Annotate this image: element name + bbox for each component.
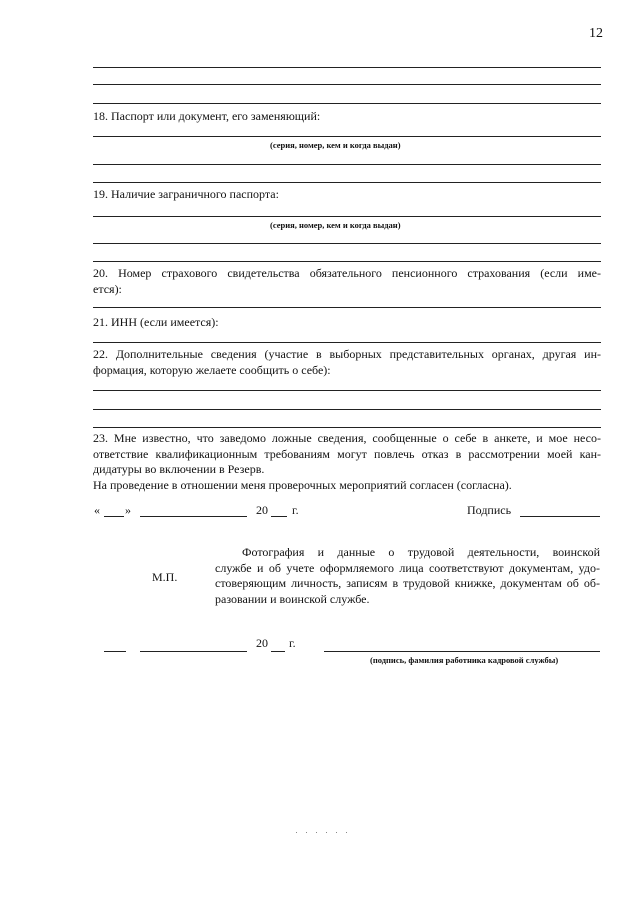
blank-line[interactable] [93, 427, 601, 428]
item-19-hint: (серия, номер, кем и когда выдан) [270, 220, 401, 230]
month-input-line[interactable] [140, 516, 247, 517]
scan-speck [346, 832, 347, 833]
item-20-line: ется): [93, 281, 122, 296]
year-input-line[interactable] [271, 516, 287, 517]
year-prefix: 20 [256, 636, 268, 650]
year-suffix: г. [292, 503, 299, 517]
item-23-line: На проведение в отношении меня проверочных мероприятий согласен (согласна). [93, 477, 512, 492]
stamp-line: Фотография и данные о трудовой деятельности, воинской [242, 545, 600, 559]
year-prefix: 20 [256, 503, 268, 517]
passport-input-line[interactable] [93, 136, 601, 137]
item-20-line: 20. Номер страхового свидетельства обязательного пенсионного страхования (если име- [93, 266, 601, 280]
hr-signature-input-line[interactable] [324, 651, 600, 652]
inn-input-line[interactable] [93, 342, 601, 343]
scan-speck [316, 832, 317, 833]
scan-speck [326, 832, 327, 833]
item-20-text [93, 266, 601, 297]
item-23-line: 23. Мне известно, что заведомо ложные сведения, сообщенные о себе в анкете, и мое несо- [93, 431, 601, 445]
hr-signature-hint: (подпись, фамилия работника кадровой службы) [370, 655, 559, 665]
blank-line[interactable] [93, 243, 601, 244]
blank-line[interactable] [93, 67, 601, 68]
close-quote: » [125, 503, 131, 517]
blank-line[interactable] [93, 182, 601, 183]
item-23-line: дидатуры во включении в Резерв. [93, 462, 265, 476]
item-21-label: 21. ИНН (если имеется): [93, 315, 219, 329]
blank-line[interactable] [93, 261, 601, 262]
item-22-line: 22. Дополнительные сведения (участие в выборных представительных органах, другая ин- [93, 347, 601, 361]
open-quote: « [94, 503, 100, 517]
year-input-line[interactable] [271, 651, 285, 652]
additional-info-input-line[interactable] [93, 390, 601, 391]
stamp-line: разовании и воинской службе. [215, 591, 370, 606]
scan-speck [296, 832, 297, 833]
item-23-line: ответствие квалификационным требованиям могут повлечь отказ в рассмотрении моей кан- [93, 446, 601, 461]
stamp-line: службе и об учете оформляемого лица соответствуют документам, удо- [215, 560, 600, 575]
day-input-line[interactable] [104, 651, 126, 652]
stamp-line: стоверяющим личность, записям в трудовой книжке, документам об об- [215, 576, 600, 590]
signature-input-line[interactable] [520, 516, 600, 517]
insurance-number-input-line[interactable] [93, 307, 601, 308]
item-22-line: формация, которую желаете сообщить о себе): [93, 362, 331, 377]
item-19-label: 19. Наличие заграничного паспорта: [93, 187, 279, 201]
blank-line[interactable] [93, 103, 601, 104]
page-number: 12 [589, 26, 603, 41]
mp-label: М.П. [152, 570, 178, 584]
day-input-line[interactable] [104, 516, 124, 517]
month-input-line[interactable] [140, 651, 247, 652]
scan-speck [306, 832, 307, 833]
blank-line[interactable] [93, 164, 601, 165]
year-suffix: г. [289, 636, 296, 650]
item-22-text [93, 347, 601, 378]
scan-speck [336, 832, 337, 833]
item-18-hint: (серия, номер, кем и когда выдан) [270, 140, 401, 150]
foreign-passport-input-line[interactable] [93, 216, 601, 217]
item-23-text [93, 431, 601, 493]
signature-label: Подпись [467, 503, 512, 517]
stamp-statement [215, 545, 600, 607]
item-18-label: 18. Паспорт или документ, его заменяющий: [93, 109, 321, 123]
blank-line[interactable] [93, 409, 601, 410]
blank-line[interactable] [93, 84, 601, 85]
